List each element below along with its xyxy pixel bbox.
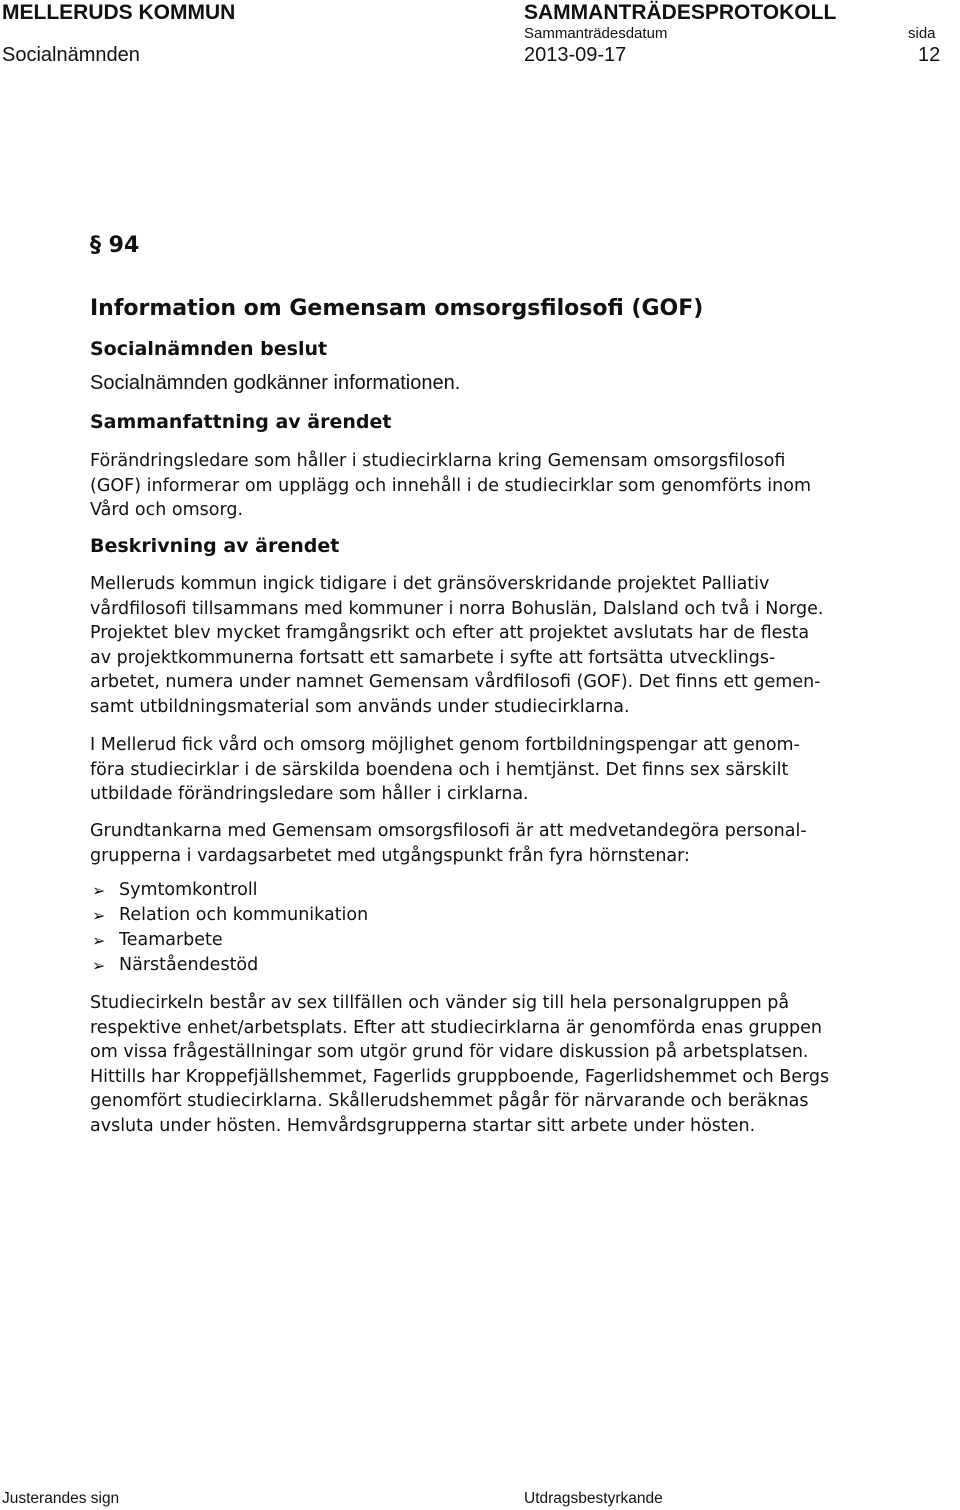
list-item bbox=[92, 903, 368, 928]
text-line: Studiecirkeln består av sex tillfällen och vänder sig till hela personalgruppen på bbox=[90, 993, 790, 1013]
page-label: sida bbox=[908, 25, 936, 42]
list-item bbox=[92, 878, 368, 903]
cornerstones-list bbox=[92, 878, 368, 978]
description-paragraph-4 bbox=[90, 991, 950, 1139]
page-number: 12 bbox=[918, 44, 941, 66]
text-line: (GOF) informerar om upplägg och innehåll i de studiecirklar som genomförts inom bbox=[90, 475, 811, 496]
description-paragraph-1 bbox=[90, 572, 950, 720]
list-item-label: Teamarbete bbox=[119, 930, 223, 950]
municipality-name: MELLERUDS KOMMUN bbox=[2, 1, 236, 24]
list-item-label: Relation och kommunikation bbox=[119, 905, 369, 925]
date-label: Sammanträdesdatum bbox=[524, 25, 668, 42]
arrowhead-bullet-icon: ➢ bbox=[92, 956, 106, 975]
text-line: arbetet, numera under namnet Gemensam vårdfilosofi (GOF). Det finns ett gemen- bbox=[90, 672, 821, 693]
text-line: respektive enhet/arbetsplats. Efter att studiecirklarna är genomförda enas gruppen bbox=[90, 1017, 823, 1038]
text-line: Grundtankarna med Gemensam omsorgsfilosofi är att medvetandegöra personal- bbox=[90, 821, 807, 841]
text-line: grupperna i vardagsarbetet med utgångspunkt från fyra hörnstenar: bbox=[90, 845, 690, 866]
text-line: föra studiecirklar i de särskilda boendena och i hemtjänst. Det finns sex särskilt bbox=[90, 759, 789, 780]
text-line: I Mellerud fick vård och omsorg möjlighet genom fortbildningspengar att genom- bbox=[90, 735, 800, 755]
description-paragraph-2 bbox=[90, 733, 950, 807]
page-title: Information om Gemensam omsorgsfilosofi (GOF) bbox=[90, 296, 704, 321]
committee-name: Socialnämnden bbox=[2, 44, 140, 66]
list-item-label: Närståendestöd bbox=[119, 955, 259, 975]
text-line: utbildade förändringsledare som håller i cirklarna. bbox=[90, 784, 529, 805]
text-line: Projektet blev mycket framgångsrikt och efter att projektet avslutats har de flesta bbox=[90, 623, 810, 644]
list-item bbox=[92, 953, 368, 978]
text-line: avsluta under hösten. Hemvårdsgrupperna startar sitt arbete under hösten. bbox=[90, 1115, 756, 1136]
summary-heading: Sammanfattning av ärendet bbox=[90, 411, 392, 433]
meeting-date: 2013-09-17 bbox=[524, 44, 627, 66]
footer-signature-label: Justerandes sign bbox=[2, 1490, 120, 1507]
list-item-label: Symtomkontroll bbox=[119, 880, 258, 900]
description-paragraph-3 bbox=[90, 819, 950, 868]
paragraph-number: § 94 bbox=[90, 233, 140, 258]
list-item bbox=[92, 928, 368, 953]
arrowhead-bullet-icon: ➢ bbox=[92, 931, 106, 950]
decision-text: Socialnämnden godkänner informationen. bbox=[90, 372, 461, 394]
description-heading: Beskrivning av ärendet bbox=[90, 535, 340, 557]
text-line: vårdfilosofi tillsammans med kommuner i norra Bohuslän, Dalsland och två i Norge. bbox=[90, 598, 824, 619]
footer-certification-label: Utdragsbestyrkande bbox=[524, 1490, 663, 1507]
text-line: Melleruds kommun ingick tidigare i det gränsöverskridande projektet Palliativ bbox=[90, 574, 770, 594]
arrowhead-bullet-icon: ➢ bbox=[92, 881, 106, 900]
text-line: Hittills har Kroppefjällshemmet, Fagerlids gruppboende, Fagerlidshemmet och Bergs bbox=[90, 1066, 830, 1087]
text-line: Förändringsledare som håller i studiecirklarna kring Gemensam omsorgsfilosofi bbox=[90, 451, 786, 471]
arrowhead-bullet-icon: ➢ bbox=[92, 906, 106, 925]
text-line: av projektkommunerna fortsatt ett samarbete i syfte att fortsätta utvecklings- bbox=[90, 647, 776, 668]
text-line: Vård och omsorg. bbox=[90, 500, 244, 521]
document-type: SAMMANTRÄDESPROTOKOLL bbox=[524, 1, 837, 24]
text-line: om vissa frågeställningar som utgör grund för vidare diskussion på arbetsplatsen. bbox=[90, 1042, 809, 1063]
summary-paragraph bbox=[90, 449, 950, 523]
text-line: genomfört studiecirklarna. Skållerudshemmet pågår för närvarande och beräknas bbox=[90, 1091, 809, 1112]
decision-heading: Socialnämnden beslut bbox=[90, 338, 328, 360]
text-line: samt utbildningsmaterial som används under studiecirklarna. bbox=[90, 696, 630, 717]
